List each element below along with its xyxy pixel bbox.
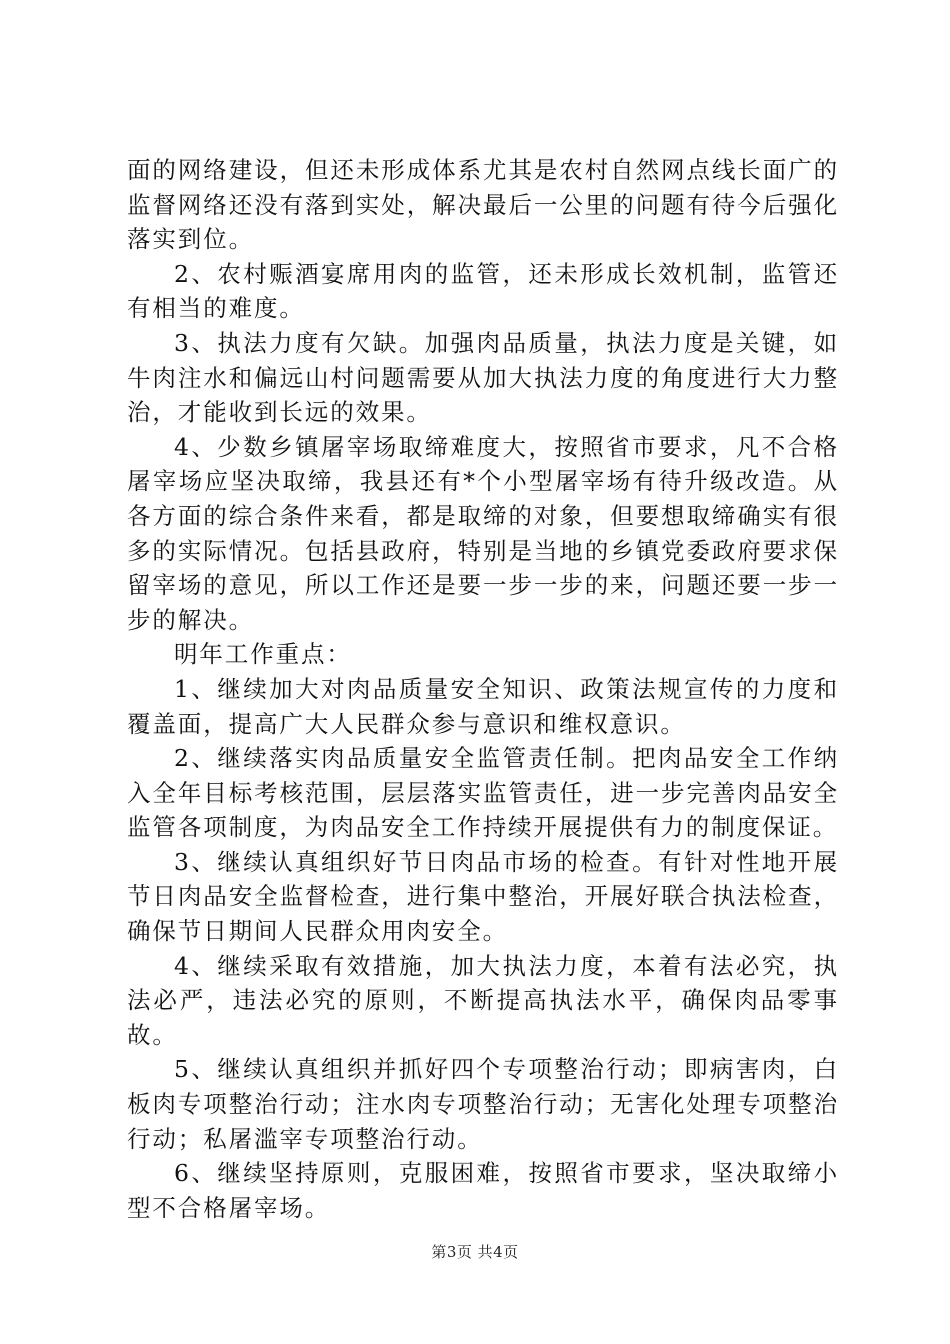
page-number-footer: 第3页 共4页 (431, 1243, 519, 1261)
document-body (127, 153, 839, 1225)
paragraph: 3、继续认真组织好节日肉品市场的检查。有针对性地开展节日肉品安全监督检查，进行集中整治，开展好联合执法检查，确保节日期间人民群众用肉安全。 (127, 847, 839, 946)
paragraph: 2、继续落实肉品质量安全监管责任制。把肉品安全工作纳入全年目标考核范围，层层落实监管责任，进一步完善肉品安全监管各项制度，为肉品安全工作持续开展提供有力的制度保证。 (127, 744, 839, 842)
paragraph: 3、执法力度有欠缺。加强肉品质量，执法力度是关键，如牛肉注水和偏远山村问题需要从加大执法力度的角度进行大力整治，才能收到长远的效果。 (127, 328, 839, 427)
paragraph: 面的网络建设，但还未形成体系尤其是农村自然网点线长面广的监督网络还没有落到实处，解决最后一公里的问题有待今后强化落实到位。 (127, 156, 839, 254)
paragraph: 2、农村赈酒宴席用肉的监管，还未形成长效机制，监管还有相当的难度。 (127, 259, 839, 323)
paragraph: 1、继续加大对肉品质量安全知识、政策法规宣传的力度和覆盖面，提高广大人民群众参与意识和维权意识。 (127, 674, 839, 738)
paragraph: 4、少数乡镇屠宰场取缔难度大，按照省市要求，凡不合格屠宰场应坚决取缔，我县还有*个小型屠宰场有待升级改造。从各方面的综合条件来看，都是取缔的对象，但要想取缔确实有很多的实际情况。包括县政府，特别是当地的乡镇党委政府要求保留宰场的意见，所以工作还是要一步一步的来，问题还要一步一步的解决。 (127, 432, 839, 634)
paragraph: 4、继续采取有效措施，加大执法力度，本着有法必究，执法必严，违法必究的原则，不断提高执法水平，确保肉品零事故。 (127, 951, 839, 1049)
paragraph: 6、继续坚持原则，克服困难，按照省市要求，坚决取缔小型不合格屠宰场。 (127, 1159, 839, 1222)
paragraph: 5、继续认真组织并抓好四个专项整治行动；即病害肉，白板肉专项整治行动；注水肉专项整治行动；无害化处理专项整治行动；私屠滥宰专项整治行动。 (127, 1055, 839, 1153)
section-heading: 明年工作重点： (174, 640, 352, 669)
